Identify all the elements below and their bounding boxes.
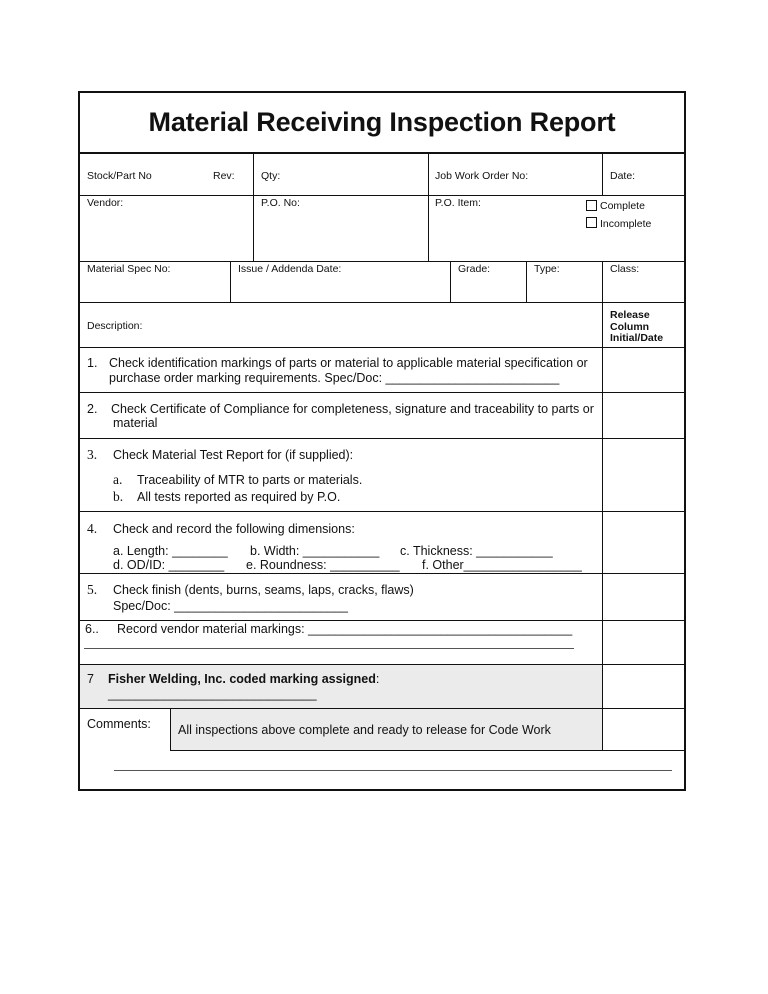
release-column-header-line: Initial/Date [610,332,664,344]
item-3b-label: b. [113,489,124,504]
item-3b-text: All tests reported as required by P.O. [137,490,341,504]
row-divider [80,347,684,348]
item-7-text [108,672,379,687]
row-divider [80,195,684,196]
row-divider [80,573,684,574]
col-divider [428,153,429,262]
item-6-number: 6.. [85,622,99,636]
col-divider [253,153,254,262]
release-column-header-line: Release [610,309,650,321]
title-divider [80,152,684,154]
po-no-label: P.O. No: [261,197,300,209]
col-divider [450,261,451,302]
item-3a-text: Traceability of MTR to parts or materials. [137,473,363,487]
inspection-report-form [78,91,686,791]
item-5-number: 5. [87,582,98,597]
type-label: Type: [534,263,560,275]
row-divider [80,620,684,621]
stock-part-no-label: Stock/Part No [87,170,152,182]
rev-label: Rev: [213,170,235,182]
po-item-label: P.O. Item: [435,197,481,209]
grade-label: Grade: [458,263,491,275]
incomplete-label: Incomplete [600,218,652,230]
row-divider [80,511,684,512]
item-7-colon: : [375,672,380,686]
complete-checkbox[interactable] [586,200,597,211]
item-1-number: 1. [87,356,98,370]
release-column-header-line: Column [610,320,650,333]
issue-addenda-date-label: Issue / Addenda Date: [238,263,342,275]
item-3-text: Check Material Test Report for (if supplied): [113,448,354,462]
item-3-number: 3. [87,447,98,462]
item-3a-label: a. [113,472,123,487]
date-label: Date: [610,170,636,182]
col-divider [602,261,603,302]
release-note-text: All inspections above complete and ready to release for Code Work [178,723,551,737]
complete-label: Complete [600,200,645,212]
class-label: Class: [610,263,640,275]
item-4-number: 4. [87,521,98,536]
item-4a-length: a. Length: ________ [113,544,228,558]
row-divider [170,750,684,751]
row-divider [80,438,684,439]
col-divider [526,261,527,302]
item-2-text: Check Certificate of Compliance for completeness, signature and traceability to parts or [111,402,594,416]
col-divider [602,153,603,195]
item-1-text-2: purchase order marking requirements. Spec/Doc: _________________________ [109,371,560,385]
release-column-divider [602,302,603,751]
material-spec-no-label: Material Spec No: [87,263,171,275]
page-title: Material Receiving Inspection Report [148,107,616,137]
item-7-bold-text: Fisher Welding, Inc. coded marking assigned [108,672,376,686]
item-7-blank-line: ______________________________ [108,687,317,701]
item-7-number: 7 [87,672,94,686]
item-2-number: 2. [87,402,98,416]
col-divider [230,261,231,302]
item-4f-other: f. Other_________________ [422,558,582,572]
item-6-blank-line [84,648,574,649]
comments-blank-line [114,770,672,771]
item-4d-od-id: d. OD/ID: ________ [113,558,225,572]
incomplete-checkbox[interactable] [586,217,597,228]
vendor-label: Vendor: [87,197,124,209]
comments-label: Comments: [87,717,151,731]
item-4-text: Check and record the following dimensions: [113,522,355,536]
description-label: Description: [87,320,143,332]
comments-divider [170,708,171,751]
release-column-header [610,310,663,345]
item-5-text-2: Spec/Doc: _________________________ [113,599,348,613]
item-6-text: Record vendor material markings: ______________________________________ [117,622,573,636]
item-4c-thickness: c. Thickness: ___________ [400,544,553,558]
row-divider [80,261,684,262]
row-divider [80,302,684,303]
job-work-order-label: Job Work Order No: [435,170,529,182]
item-2-text-2: material [113,416,158,430]
item-4e-roundness: e. Roundness: __________ [246,558,400,572]
qty-label: Qty: [261,170,281,182]
item-1-text: Check identification markings of parts or material to applicable material specification or [109,356,588,370]
item-4b-width: b. Width: ___________ [250,544,380,558]
row-divider [80,392,684,393]
item-5-text: Check finish (dents, burns, seams, laps, cracks, flaws) [113,583,414,597]
